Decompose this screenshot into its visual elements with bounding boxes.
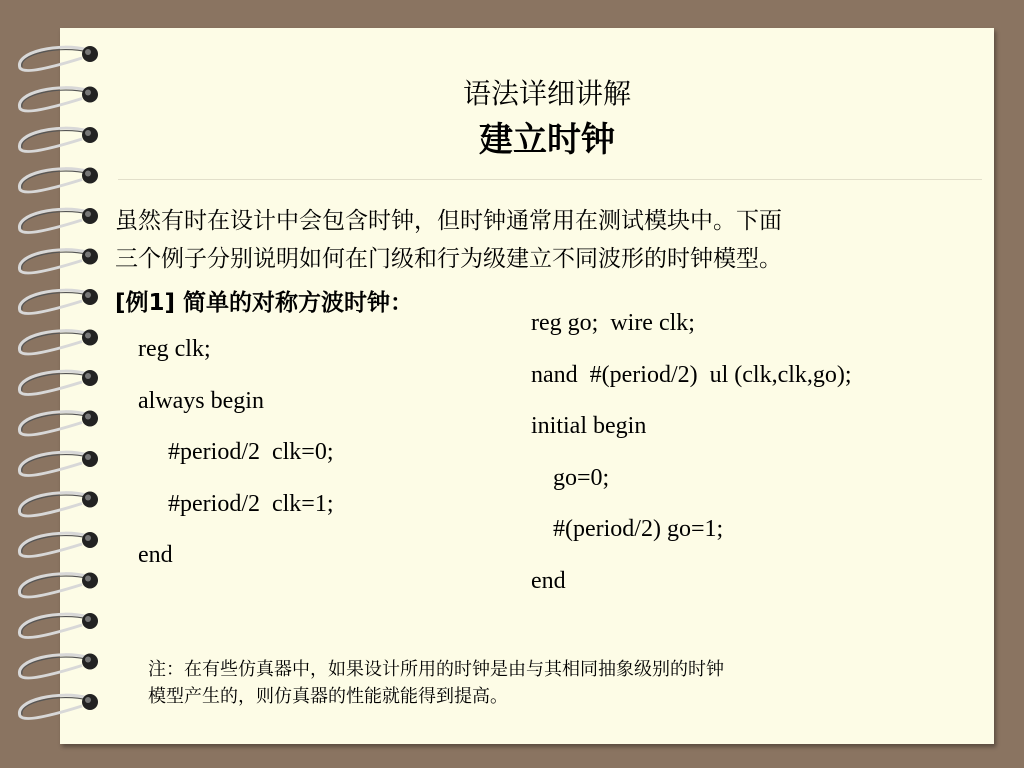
code-line: go=0;: [553, 464, 610, 491]
example-heading: [例1] 简单的对称方波时钟：: [115, 290, 414, 316]
slide-title: 语法详细讲解: [462, 77, 631, 110]
code-block-right: [531, 308, 852, 617]
binding-ring-icon: [19, 208, 98, 232]
binding-ring-icon: [19, 249, 98, 273]
code-line: #period/2 clk=1;: [168, 490, 334, 517]
binding-ring-icon: [19, 573, 98, 597]
binding-ring-icon: [19, 532, 98, 556]
binding-ring-icon: [19, 492, 98, 516]
footnote-line-2: 模型产生的，则仿真器的性能就能得到提高。: [148, 686, 508, 707]
code-line: reg go; wire clk;: [531, 310, 695, 336]
binding-ring-icon: [19, 46, 98, 70]
intro-line-2: 三个例子分别说明如何在门级和行为级建立不同波形的时钟模型。: [115, 246, 782, 272]
binding-ring-icon: [19, 694, 98, 718]
binding-ring-icon: [19, 370, 98, 394]
binding-ring-icon: [19, 168, 98, 192]
title-divider: [118, 179, 982, 180]
footnote: [148, 656, 908, 710]
binding-ring-icon: [19, 411, 98, 435]
code-line: end: [138, 542, 173, 568]
binding-ring-icon: [19, 451, 98, 475]
code-block-left: [138, 334, 334, 592]
binding-ring-icon: [19, 613, 98, 637]
code-line: initial begin: [531, 413, 647, 439]
binding-ring-icon: [19, 289, 98, 313]
intro-paragraph: [115, 202, 955, 278]
code-line: #(period/2) go=1;: [553, 516, 724, 542]
slide-subtitle: 建立时钟: [479, 120, 615, 160]
code-line: nand #(period/2) ul (clk,clk,go);: [531, 361, 852, 388]
code-line: reg clk;: [138, 336, 211, 362]
intro-line-1: 虽然有时在设计中会包含时钟，但时钟通常用在测试模块中。下面: [115, 208, 782, 234]
code-line: end: [531, 567, 566, 594]
binding-ring-icon: [19, 330, 98, 354]
code-line: always begin: [138, 387, 264, 414]
binding-ring-icon: [19, 654, 98, 678]
code-line: #period/2 clk=0;: [168, 439, 334, 465]
footnote-line-1: 注：在有些仿真器中，如果设计所用的时钟是由与其相同抽象级别的时钟: [148, 659, 724, 680]
